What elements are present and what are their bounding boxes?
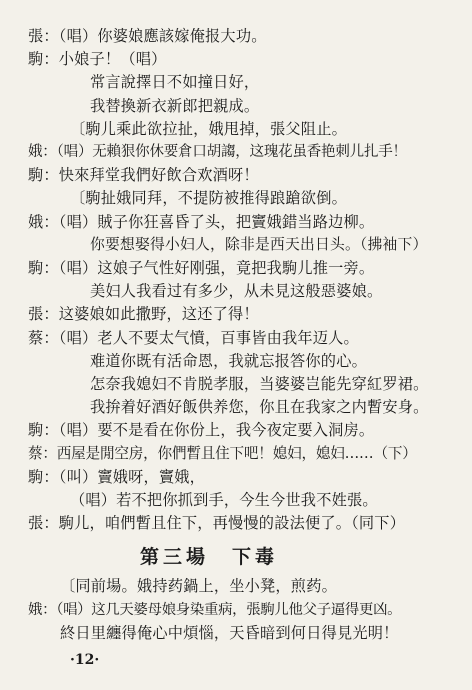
dialogue-line: 蔡：（唱）老人不要太气憤，百事皆由我年迈人。: [28, 328, 359, 347]
dialogue-line: 駒：（叫）竇娥呀，竇娥，: [28, 467, 206, 486]
verse-line: （唱）若不把你抓到手，今生今世我不姓張。: [70, 491, 378, 509]
dialogue-line: 娥：（唱）无賴狠你休要倉口胡謅，这瑰花虽香艳刺儿扎手！: [28, 144, 407, 160]
dialogue-line: 張：駒儿，咱們暫且住下，再慢慢的設法便了。（同下）: [28, 514, 406, 533]
dialogue-line: 張：这婆娘如此撒野，这还了得！: [28, 305, 259, 324]
verse-line: 我替換新衣新郎把親成。: [90, 96, 260, 115]
verse-line: 常言說擇日不如撞日好，: [90, 73, 260, 92]
stage-direction: 〔駒扯娥同拜，不提防被推得踉蹌欲倒。: [70, 189, 347, 208]
dialogue-line: 駒：小娘子！（唱）: [28, 50, 167, 69]
verse-line: 我拚着好酒好飯供养您，你且在我家之内暫安身。: [90, 398, 429, 417]
verse-line: 难道你既有活命恩，我就忘报答你的心。: [90, 351, 367, 370]
verse-line: 怎奈我媳妇不肯脱孝服，当婆婆岂能先穿紅罗裙。: [90, 375, 429, 393]
dialogue-line: 駒：（唱）这娘子气性好刚强，竟把我駒儿推一旁。: [28, 259, 375, 277]
verse-line: 你要想娶得小妇人，除非是西天出日头。（拂袖下）: [90, 235, 428, 253]
stage-direction: 〔同前場。娥持药鍋上，坐小凳，煎药。: [60, 577, 337, 596]
dialogue-line: 張：（唱）你婆娘應該嫁俺报大功。: [28, 27, 267, 45]
dialogue-line: 駒：快來拜堂我們好飲合欢酒呀！: [28, 166, 259, 185]
dialogue-line: 駒：（唱）要不是看在你份上，我今夜定要入洞房。: [28, 421, 375, 440]
dialogue-line: 蔡：西屋是閒空房，你們暫且住下吧！媳妇，媳妇……（下）: [28, 444, 417, 462]
verse-line: 美妇人我看过有多少，从未見这般惡婆娘。: [90, 282, 383, 301]
stage-direction: 〔駒儿乘此欲拉扯，娥甩掉，張父阻止。: [70, 119, 347, 138]
page-number: ·12·: [70, 652, 100, 668]
scene-title: 第三場 下毒: [140, 546, 279, 569]
dialogue-line: 娥：（唱）賊子你狂喜昏了头，把竇娥錯当路边柳。: [28, 212, 375, 231]
verse-line: 終日里纏得俺心中煩惱，天昏暗到何日得見光明！: [60, 623, 399, 642]
dialogue-line: 娥：（唱）这几天婆母娘身染重病，張駒儿他父子逼得更凶。: [28, 601, 402, 618]
